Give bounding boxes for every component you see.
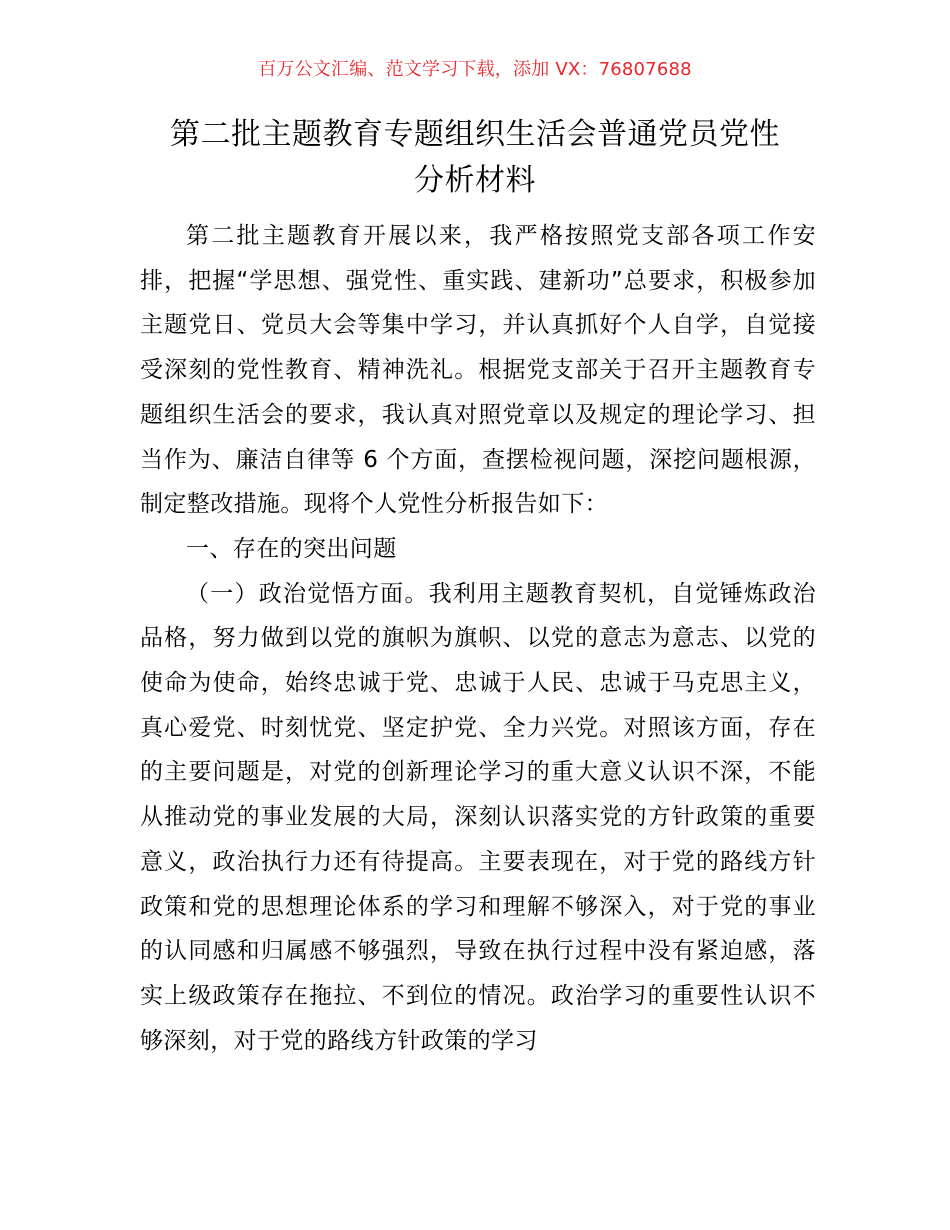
document-title [140, 112, 810, 204]
header-banner: 百万公文汇编、范文学习下载，添加 VX：76807688 [258, 59, 692, 80]
document-title-line1: 第二批主题教育专题组织生活会普通党员党性 [170, 117, 780, 152]
document-body [140, 214, 816, 1063]
document-title-line2: 分析材料 [414, 163, 536, 198]
section-paragraph: （一）政治觉悟方面。我利用主题教育契机，自觉锤炼政治品格，努力做到以党的旗帜为旗帜、以党的意志为意志、以党的使命为使命，始终忠诚于党、忠诚于人民、忠诚于马克思主义，真心爱党、时刻忧党、坚定护党、全力兴党。对照该方面，存在的主要问题是，对党的创新理论学习的重大意义认识不深，不能从推动党的事业发展的大局，深刻认识落实党的方针政策的重要意义，政治执行力还有待提高。主要表现在，对于党的路线方针政策和党的思想理论体系的学习和理解不够深入，对于党的事业的认同感和归属感不够强烈，导致在执行过程中没有紧迫感，落实上级政策存在拖拉、不到位的情况。政治学习的重要性认识不够深刻，对于党的路线方针政策的学习 [140, 580, 816, 1054]
intro-paragraph: 第二批主题教育开展以来，我严格按照党支部各项工作安排，把握“学思想、强党性、重实践、建新功”总要求，积极参加主题党日、党员大会等集中学习，并认真抓好个人自学，自觉接受深刻的党性教育、精神洗礼。根据党支部关于召开主题教育专题组织生活会的要求，我认真对照党章以及规定的理论学习、担当作为、廉洁自律等 6 个方面，查摆检视问题，深挖问题根源，制定整改措施。现将个人党性分析报告如下： [140, 223, 816, 518]
section-heading: 一、存在的突出问题 [186, 535, 397, 562]
